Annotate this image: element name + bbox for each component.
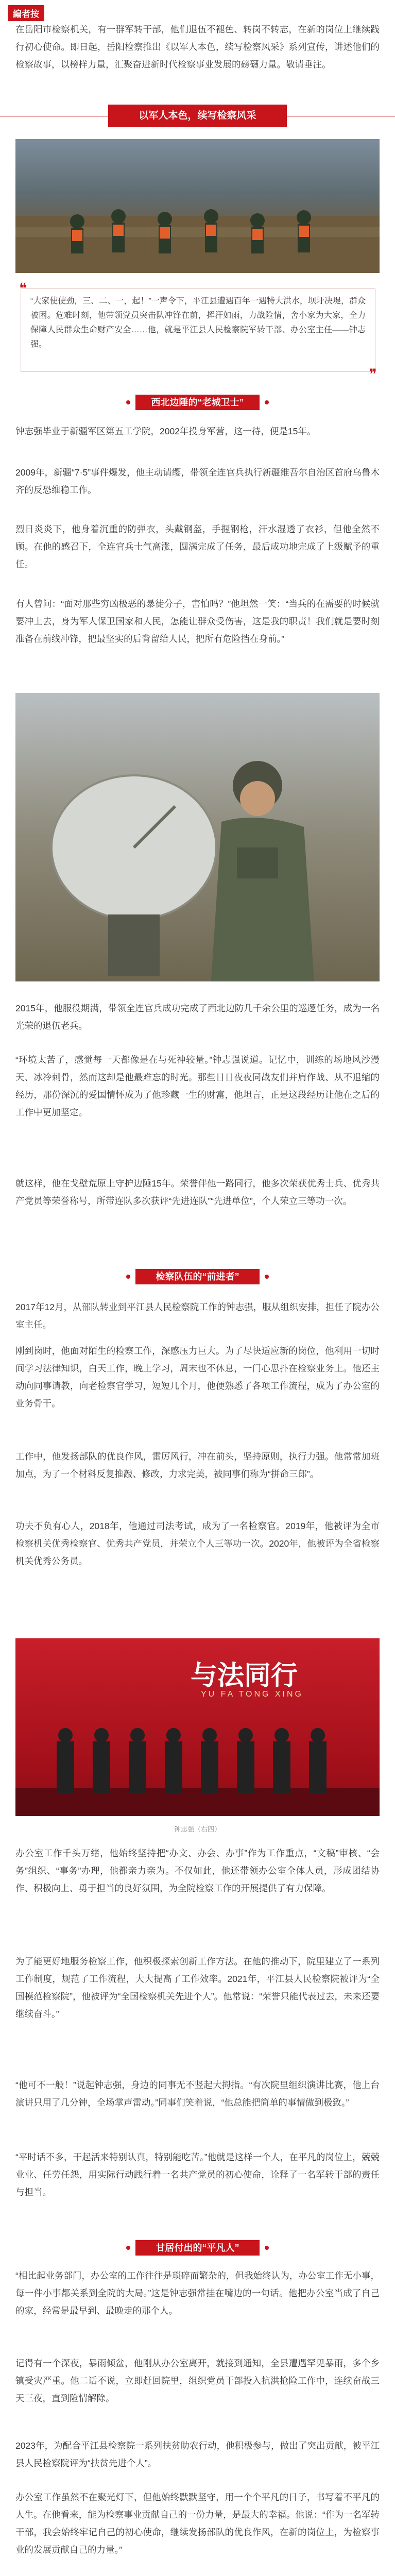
award-backdrop-title: 与法同行 <box>191 1662 298 1691</box>
paragraph: 烈日炎炎下，他身着沉重的防弹衣，头戴钢盔，手握钢枪，汗水湿透了衣衫，但他全然不顾。在他的感召下，全连官兵士气高涨，圆满完成了任务，最后成功地完成了上级赋予的重任。 <box>15 524 380 569</box>
paragraph: 办公室工作千头万绪，他始终坚持把“办文、办会、办事”作为工作重点，“文稿”审核、“会务”组织、“事务”办理，他都亲力亲为。不仅如此，他还带领办公室全体人员，形成团结协作、积极向上、勇于担当的良好氛围，为全院检察工作的开展提供了有力保障。 <box>15 1848 380 1893</box>
soldier-photo <box>15 693 380 981</box>
paragraph: 钟志强毕业于新疆军区第五工学院，2002年投身军营，这一待，便是15年。 <box>15 426 316 436</box>
quote-text: “大家使使劲，三、二、一，起！”一声令下，平江县遭遇百年一遇特大洪水，坝圩决堤，群众被困。危难时刻，他带领党员突击队冲锋在前，挥汗如雨，力战险情，舍小家为大家，全力保障人民群众生命财产安全……他，就是平江县人民检察院军转干部、办公室主任——钟志强。 <box>30 297 366 349</box>
paragraph: 功夫不负有心人，2018年，他通过司法考试，成为了一名检察官。2019年，他被评为全市检察机关优秀检察官、优秀共产党员，并荣立个人三等功一次。2020年，他被评为全省检察机关优秀公务员。 <box>15 1521 380 1566</box>
award-ceremony-photo <box>15 1638 380 1816</box>
section-3-label: 甘居付出的“平凡人” <box>135 2240 260 2256</box>
section-title-2 <box>135 1265 260 1289</box>
paragraph: “平时话不多，干起活来特别认真，特别能吃苦。”他就是这样一个人，在平凡的岗位上，兢兢业业、任劳任怨，用实际行动践行着一名共产党员的初心使命，诠释了一名军转干部的责任与担当。 <box>15 2152 380 2197</box>
photo-caption: 钟志强（右四） <box>174 1825 221 1833</box>
section-1-label: 西北边陲的“老城卫士” <box>135 395 260 410</box>
quote-close-icon: ❞ <box>369 366 377 382</box>
paragraph: 工作中，他发扬部队的优良作风，雷厉风行，冲在前头，坚持原则，执行力强。他常常加班加点，为了一个材料反复推敲、修改，力求完美，被同事们称为“拼命三郎”。 <box>15 1451 380 1479</box>
section-title-3 <box>135 2236 260 2260</box>
section-title-1 <box>135 391 260 414</box>
paragraph: 2015年，他服役期满，带领全连官兵成功完成了西北边防几千余公里的巡逻任务，成为一名光荣的退伍老兵。 <box>15 1003 380 1031</box>
section-dot-icon <box>126 2246 130 2250</box>
award-people-graphic <box>15 1638 380 1816</box>
paragraph: 有人曾问：“面对那些穷凶极恶的暴徒分子，害怕吗？”他坦然一笑：“当兵的在需要的时候就要冲上去，身为军人保卫国家和人民，怎能让群众受伤害，这是我的职责！我们就是要时刻准备在前线冲锋，把最坚实的后背留给人民，把所有危险挡在身前。” <box>15 599 380 644</box>
section-dot-icon <box>265 2246 269 2250</box>
section-dot-icon <box>126 400 130 404</box>
paragraph: “相比起业务部门，办公室的工作往往是琐碎而繁杂的，但我始终认为，办公室工作无小事，每一件小事都关系到全院的大局。”这是钟志强常挂在嘴边的一句话。他把办公室当成了自己的家，经常是最早到、最晚走的那个人。 <box>15 2270 380 2316</box>
paragraph: 刚到岗时，他面对陌生的检察工作，深感压力巨大。为了尽快适应新的岗位，他利用一切时间学习法律知识，白天工作，晚上学习，周末也不休息，一门心思扑在检察业务上。他还主动向同事请教，向老检察官学习，短短几个月，他便熟悉了各项工作流程，成为了办公室的业务骨干。 <box>15 1346 380 1409</box>
soldier-graphic <box>15 693 380 981</box>
quote-box <box>19 280 377 382</box>
section-dot-icon <box>126 1275 130 1279</box>
flood-scene-graphic <box>15 139 380 273</box>
paragraph: “他可不一般！”说起钟志强，身边的同事无不竖起大拇指。“有次院里组织演讲比赛，他上台演讲只用了几分钟，全场掌声雷动。”同事们笑着说，“他总能把简单的事情做到极致。” <box>15 2080 380 2108</box>
paragraph: 就这样，他在戈壁荒原上守护边陲15年。荣誉伴他一路同行，他多次荣获优秀士兵、优秀共产党员等荣誉称号，所带连队多次获评“先进连队”“先进单位”，个人荣立三等功一次。 <box>15 1178 380 1206</box>
section-dot-icon <box>265 400 269 404</box>
editor-note-tag: 編者按 <box>8 5 44 21</box>
paragraph: 办公室工作虽然不在聚光灯下，但他始终默默坚守，用一个个平凡的日子，书写着不平凡的人生。在他看来，能为检察事业贡献自己的一份力量，是最大的幸福。他说：“作为一名军转干部，我会始终牢记自己的初心使命，继续发扬部队的优良作风，在新的岗位上，为检察事业的发展贡献自己的力量。” <box>15 2492 380 2555</box>
paragraph: “环境太苦了，感觉每一天都像是在与死神较量。”钟志强说道。记忆中，训练的场地风沙漫天、冰冷刺骨，然而这却是他最难忘的时光。那些日日夜夜同战友们并肩作战、从不退缩的经历，那份深沉的爱国情怀成为了他珍藏一生的财富，他坦言，正是这段经历让他在之后的工作中更加坚定。 <box>15 1055 380 1117</box>
paragraph: 记得有一个深夜，暴雨倾盆，他刚从办公室离开，就接到通知，全县遭遇罕见暴雨，多个乡镇受灾严重。他二话不说，立即赶回院里，组织党员干部投入抗洪抢险工作中，连续奋战三天三夜，直到险情解除。 <box>15 2358 380 2403</box>
award-backdrop-subtitle: YU FA TONG XING <box>201 1690 303 1699</box>
series-banner: 以军人本色，续写检察风采 <box>108 105 287 127</box>
flood-rescue-photo <box>15 139 380 273</box>
section-2-label: 检察队伍的“前进者” <box>135 1269 260 1284</box>
paragraph: 2009年，新疆“7·5”事件爆发，他主动请缨，带领全连官兵执行新疆维吾尔自治区首府乌鲁木齐的反恐维稳工作。 <box>15 467 380 495</box>
intro-paragraph: 在岳阳市检察机关，有一群军转干部，他们退伍不褪色、转岗不转志，在新的岗位上继续践行初心使命。即日起，岳阳检察推出《以军人本色，续写检察风采》系列宣传，讲述他们的检察故事，以榜样力量，汇聚奋进新时代检察事业发展的磅礴力量。敬请垂注。 <box>15 24 380 70</box>
quote-open-icon: ❝ <box>19 280 27 296</box>
section-dot-icon <box>265 1275 269 1279</box>
paragraph: 2017年12月，从部队转业到平江县人民检察院工作的钟志强，服从组织安排，担任了院办公室主任。 <box>15 1302 380 1330</box>
paragraph: 为了能更好地服务检察工作，他积极探索创新工作方法。在他的推动下，院里建立了一系列工作制度，规范了工作流程，大大提高了工作效率。2021年，平江县人民检察院被评为“全国模范检察院”，他被评为“全国检察机关先进个人”。他常说：“荣誉只能代表过去，未来还要继续奋斗。” <box>15 1956 380 2019</box>
paragraph: 2023年，为配合平江县检察院一系列扶贫助农行动，他积极参与，做出了突出贡献，被平江县人民检察院评为“扶贫先进个人”。 <box>15 2441 380 2468</box>
